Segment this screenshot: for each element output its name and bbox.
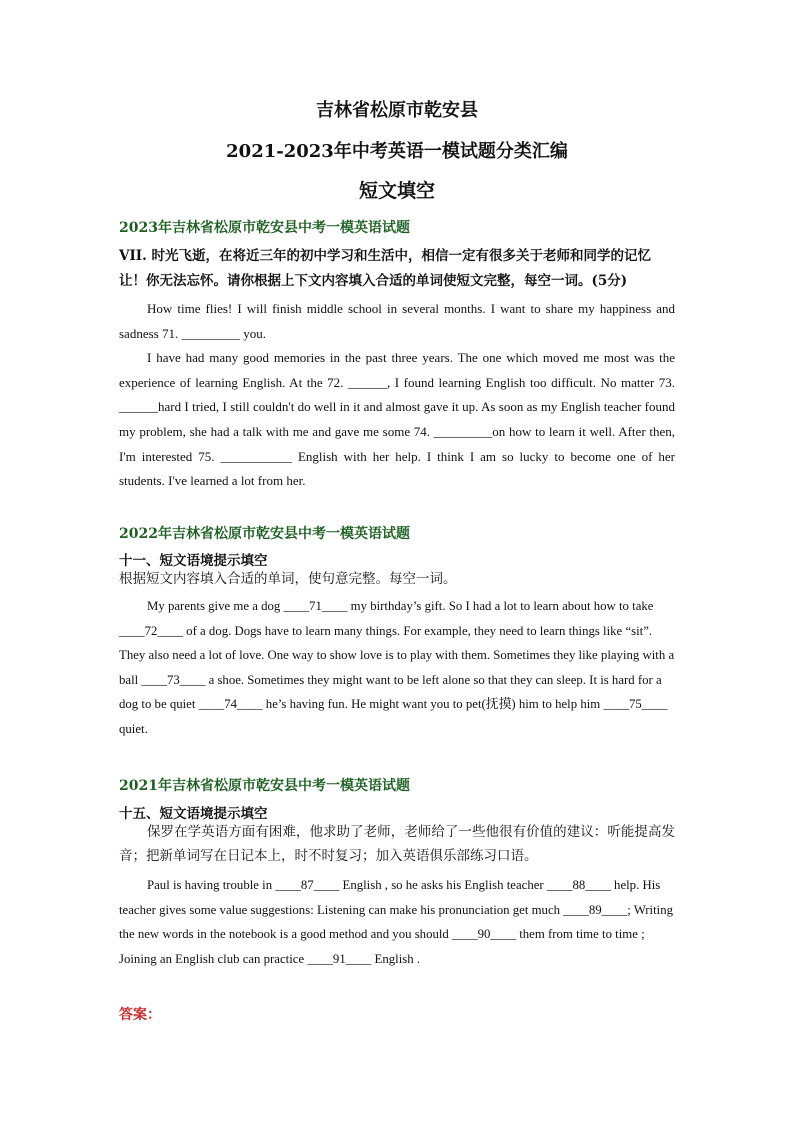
passage-paragraph: Paul is having trouble in ____87____ English , so he asks his English teacher ____88____ help. His teacher gives some value suggestions: Listening can make his pronunciation get much ____89____; Writing the new words in the notebook is a good method and you should ____90____ them from time to time ; Joining an English club can practice ____91____ English . xyxy=(119,878,674,966)
section-2022-instruction: 根据短文内容填入合适的单词，使句意完整。每空一词。 xyxy=(119,571,457,587)
section-2021-chinese-prompt: 保罗在学英语方面有困难，他求助了老师，老师给了一些他很有价值的建议：听能提高发音；把新单词写在日记本上，时不时复习；加入英语俱乐部练习口语。 xyxy=(119,824,675,864)
section-2022-subheading: 十一、短文语境提示填空 xyxy=(119,553,268,569)
section-2021-passage xyxy=(119,873,675,971)
section-2021-subheading: 十五、短文语境提示填空 xyxy=(119,806,268,822)
section-2023-instruction: VII. 时光飞逝，在将近三年的初中学习和生活中，相信一定有很多关于老师和同学的记忆让！你无法忘怀。请你根据上下文内容填入合适的单词使短文完整，每空一词。(5分) xyxy=(119,248,652,289)
section-2023-passage xyxy=(119,297,675,494)
section-2023-heading: 2023年吉林省松原市乾安县中考一模英语试题 xyxy=(119,220,410,236)
doc-title-region: 吉林省松原市乾安县 xyxy=(316,100,478,121)
section-2021-heading: 2021年吉林省松原市乾安县中考一模英语试题 xyxy=(119,778,410,794)
answer-label: 答案： xyxy=(119,1007,161,1023)
section-2022-passage xyxy=(119,594,675,742)
passage-paragraph: How time flies! I will finish middle school in several months. I want to share my happiness and sadness 71. _________ you. xyxy=(119,301,675,341)
passage-paragraph: I have had many good memories in the past three years. The one which moved me most was the experience of learning English. At the 72. ______, I found learning English too difficult. No matter 73. ______hard I tried, I still couldn't do well in it and almost gave it up. As soon as my English teacher found my problem, she had a talk with me and gave me some 74. _________on how to learn it well. After then, I'm interested 75. ___________ English with her help. I think I am so lucky to become one of her students. I've learned a lot from her. xyxy=(119,350,675,489)
doc-title-exam: 2021-2023年中考英语一模试题分类汇编 xyxy=(226,141,568,162)
passage-paragraph: My parents give me a dog ____71____ my birthday’s gift. So I had a lot to learn about how to take ____72____ of a dog. Dogs have to learn many things. For example, they need to learn things like “sit”. They also need a lot of love. One way to show love is to play with them. Sometimes they like playing with a ball ____73____ a shoe. Sometimes they might want to be left alone so that they can sleep. It is hard for a dog to be quiet ____74____ he’s having fun. He might want you to pet(抚摸) him to help him ____75____ quiet. xyxy=(119,599,675,736)
section-2022-heading: 2022年吉林省松原市乾安县中考一模英语试题 xyxy=(119,526,410,542)
doc-title-type: 短文填空 xyxy=(358,180,435,202)
